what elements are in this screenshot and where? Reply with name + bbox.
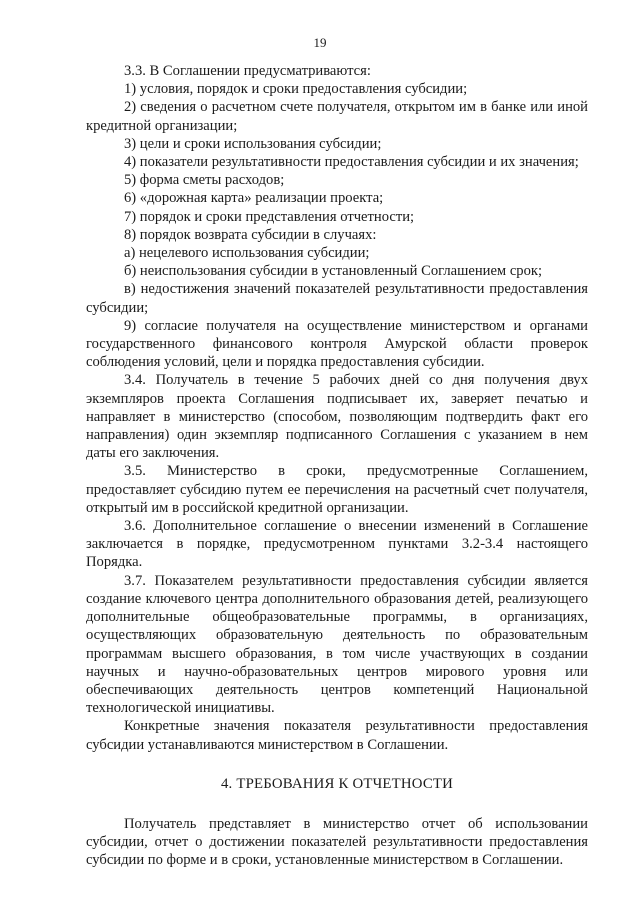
clause-3-4: 3.4. Получатель в течение 5 рабочих дней со дня получения двух экземпляров проекта Соглашения подписывает их, заверяет печатью и направляет в министерство (способом, позволяющим подтвердить факт его направления) один экземпляр подписанного Соглашения с указанием в нем даты его заключения.	[86, 372, 588, 462]
page-number: 19	[313, 35, 327, 50]
section-heading: 4. ТРЕБОВАНИЯ К ОТЧЕТНОСТИ	[220, 775, 454, 792]
list-item: 3) цели и сроки использования субсидии;	[124, 135, 382, 152]
list-item: 7) порядок и сроки представления отчетности;	[124, 208, 415, 225]
list-item: в) недостижения значений показателей результативности предоставления субсидии;	[86, 281, 588, 316]
clause-3-5: 3.5. Министерство в сроки, предусмотренные Соглашением, предоставляет субсидию путем ее перечисления на расчетный счет получателя, открытый им в российской кредитной организации.	[86, 463, 588, 516]
list-item: 9) согласие получателя на осуществление министерством и органами государственного финансового контроля Амурской области проверок соблюдения условий, цели и порядка предоставления субсидии.	[86, 317, 588, 371]
clause-3-7: 3.7. Показателем результативности предоставления субсидии является создание ключевого центра дополнительного образования детей, реализующего дополнительные общеобразовательные программы, в организациях, осуществляющих образовательную деятельность по образовательным программам высшего образования, в том числе участвующих в создании научных и научно-образовательных центров мирового уровня или обеспечивающих деятельность центров компетенций Национальной технологической инициативы.	[86, 572, 588, 717]
list-item: 4) показатели результативности предоставления субсидии и их значения;	[124, 154, 579, 171]
list-item: 6) «дорожная карта» реализации проекта;	[124, 190, 384, 207]
clause-3-3-intro: 3.3. В Соглашении предусматриваются:	[124, 63, 371, 79]
list-item: б) неиспользования субсидии в установленный Соглашением срок;	[124, 263, 543, 280]
clause-3-6: 3.6. Дополнительное соглашение о внесении изменений в Соглашение заключается в порядке, предусмотренном пунктами 3.2-3.4 настоящего Порядка.	[86, 518, 588, 571]
list-item: 8) порядок возврата субсидии в случаях:	[124, 226, 377, 243]
list-item: а) нецелевого использования субсидии;	[124, 245, 370, 262]
clause-3-7-note: Конкретные значения показателя результативности предоставления субсидии устанавливаются министерством в Соглашении.	[86, 718, 588, 753]
list-item: 2) сведения о расчетном счете получателя, открытом им в банке или иной кредитной организации;	[86, 99, 588, 134]
section-4-text: Получатель представляет в министерство отчет об использовании субсидии, отчет о достижении показателей результативности предоставления субсидии по форме и в сроки, установленные министерством в Соглашении.	[86, 815, 588, 869]
document-body	[86, 62, 588, 870]
list-item: 5) форма сметы расходов;	[124, 172, 285, 189]
list-item: 1) условия, порядок и сроки предоставления субсидии;	[124, 81, 468, 98]
